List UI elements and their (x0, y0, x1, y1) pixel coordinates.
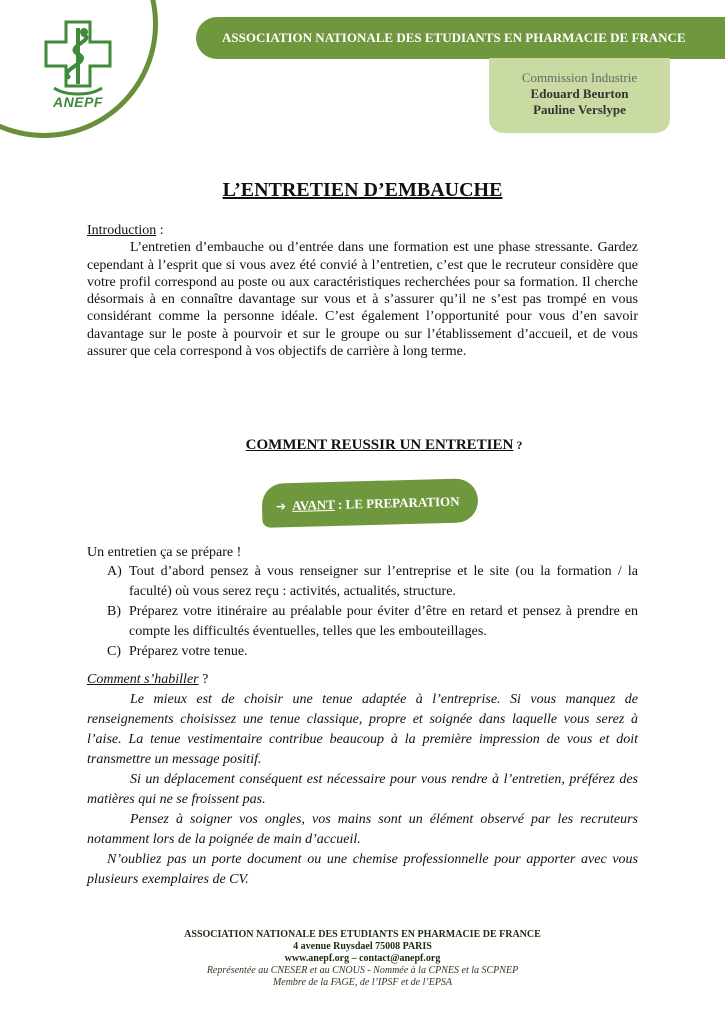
list-item-text: Tout d’abord pensez à vous renseigner sur l’entreprise et le site (ou la formation / la faculté) où vous serez reçu : activités, actualités, structure. (129, 564, 638, 599)
introduction-paragraph: L’entretien d’embauche ou d’entrée dans une formation est une phase stressante. Gardez cependant à l’esprit que si vous avez été convié à l’entretien, c’est que le recruteur considère que votre profil correspond au poste ou aux caractéristiques recherchées pour sa formation. Il cherche désormais à en connaître davantage sur vous et à s’assurer qu’il ne s’est pas trompé en vous considérant comme la personne idéale. C’est également l’opportunité pour vous d’en savoir davantage sur le poste à pourvoir et sur le groupe ou sur l’établissement d’accueil, et de vous assurer que cela correspond à vos objectifs de carrière à long terme. (87, 240, 638, 360)
avant-heading (261, 478, 478, 528)
section-title-main: COMMENT REUSSIR UN ENTRETIEN (245, 437, 514, 453)
habiller-label: Comment s’habiller (87, 672, 199, 687)
avant-label: AVANT (291, 496, 335, 514)
section-title (0, 437, 725, 454)
habiller-final-paragraph: N’oubliez pas un porte document ou une chemise professionnelle pour apporter avec vous plusieurs exemplaires de CV. (87, 852, 638, 887)
footer (0, 929, 725, 989)
list-marker: A) (107, 564, 122, 579)
introduction-section (87, 222, 638, 360)
logo-text: ANEPF (53, 94, 103, 110)
preparation-list (87, 562, 638, 662)
commission-title: Commission Industrie (521, 70, 638, 85)
commission-member: Pauline Verslype (533, 102, 626, 117)
habiller-section (87, 670, 638, 890)
section-title-suffix: ? (513, 438, 523, 452)
habiller-label-suffix: ? (198, 672, 209, 687)
footer-address: 4 avenue Ruysdael 75008 PARIS (293, 941, 432, 952)
habiller-paragraph: Le mieux est de choisir une tenue adaptée à l’entreprise. Si vous manquez de renseignements choisissez une tenue classique, propre et soignée dans laquelle vous serez à l’aise. La tenue vestimentaire contribue beaucoup à la première impression de vous et doit transmettre un message positif. (87, 692, 638, 767)
avant-rest: : LE PREPARATION (334, 493, 460, 512)
header-banner: ASSOCIATION NATIONALE DES ETUDIANTS EN PHARMACIE DE FRANCE (196, 17, 725, 59)
footer-line: Membre de la FAGE, de l’IPSF et de l’EPSA (272, 977, 453, 988)
list-item (87, 602, 638, 642)
list-item (87, 562, 638, 602)
page-title: L’ENTRETIEN D’EMBAUCHE (222, 179, 503, 201)
footer-org: ASSOCIATION NATIONALE DES ETUDIANTS EN PHARMACIE DE FRANCE (184, 929, 541, 940)
commission-box (489, 58, 670, 133)
footer-contact: www.anepf.org – contact@anepf.org (284, 953, 441, 964)
list-marker: B) (107, 604, 121, 619)
habiller-paragraph: Si un déplacement conséquent est nécessaire pour vous rendre à l’entretien, préférez des matières qui ne se froissent pas. (87, 772, 638, 807)
introduction-label-suffix: : (156, 223, 164, 238)
arrow-right-icon: ➔ (275, 499, 287, 514)
preparation-section (87, 544, 638, 662)
footer-line: Représentée au CNESER et au CNOUS - Nommée à la CPNES et la SCPNEP (206, 965, 519, 976)
list-item-text: Préparez votre itinéraire au préalable pour éviter d’être en retard et pensez à prendre en compte les difficultés éventuelles, telles que les embouteillages. (129, 604, 638, 639)
habiller-paragraph: Pensez à soigner vos ongles, vos mains sont un élément observé par les recruteurs notamment lors de la poignée de main d’accueil. (87, 812, 638, 847)
introduction-label: Introduction (87, 223, 157, 238)
commission-member: Edouard Beurton (530, 86, 629, 101)
list-item-text: Préparez votre tenue. (129, 644, 248, 659)
list-item (87, 642, 638, 662)
preparation-intro: Un entretien ça se prépare ! (87, 545, 242, 560)
list-marker: C) (107, 644, 121, 659)
